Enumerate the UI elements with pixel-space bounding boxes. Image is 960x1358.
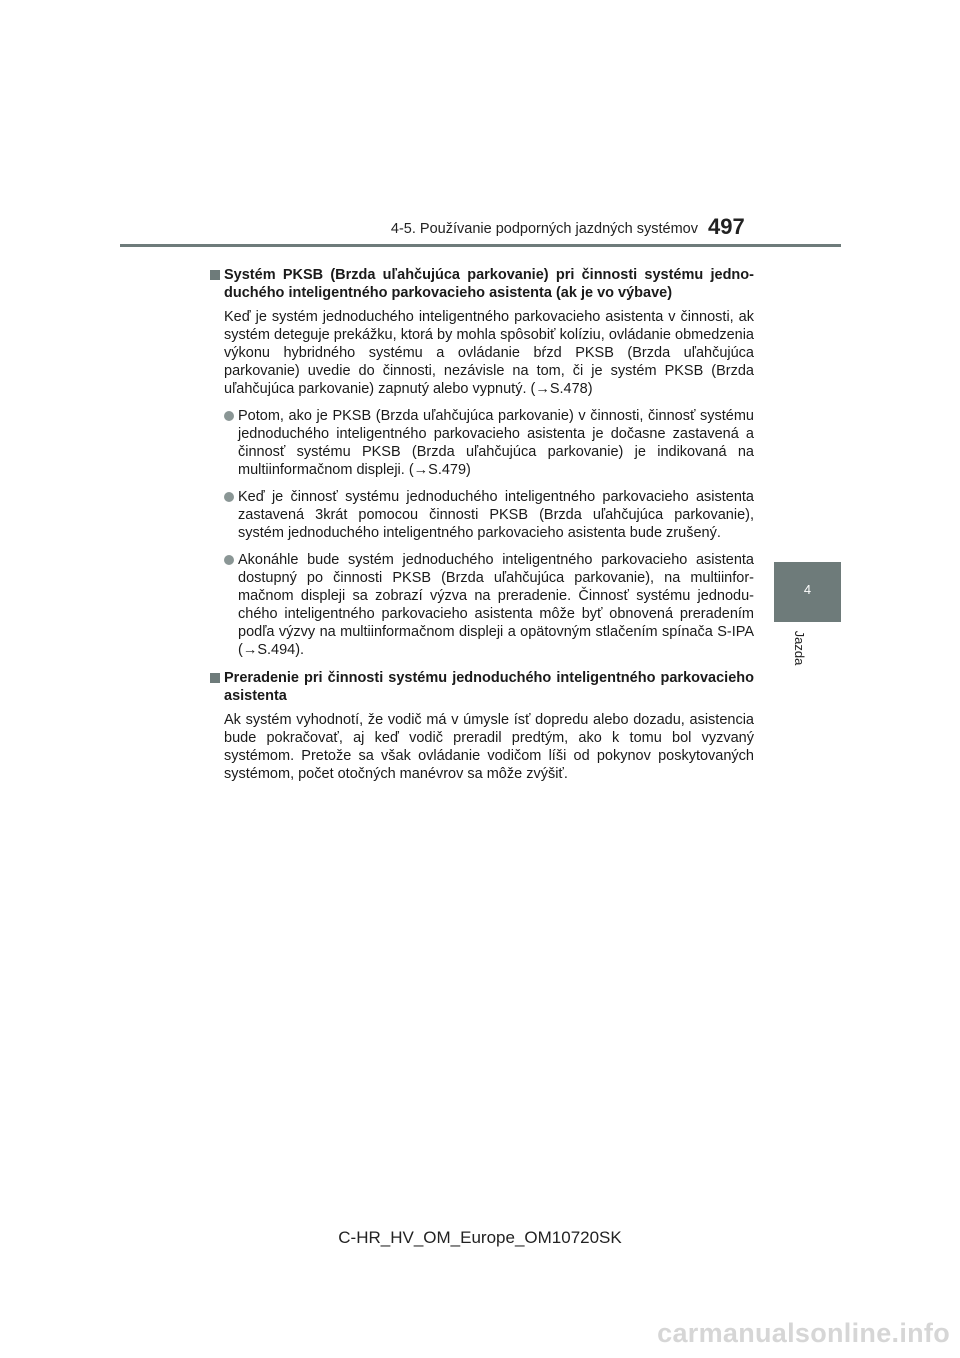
footer-doc-id: C-HR_HV_OM_Europe_OM10720SK [338,1228,622,1247]
chapter-tab [774,562,841,622]
bullet-text: Akonáhle bude systém jednoduchého inteligentného parkovacieho asistenta dostupný po činnosti PKSB (Brzda uľahčujúca parkovanie), na multiinformačnom displeji sa zobrazí výzva na preradenie. Činnosť systému jednoduchého inteligentného parkovacieho asistenta môže byť obnovená preradením podľa výzvy na multiinformačnom displeji a opätovným stlačením spínača S-IPA (→S.494). [238,552,754,658]
bullet-item [210,551,754,659]
bullet-text: Keď je činnosť systému jednoduchého inteligentného parkovacieho asistenta zastavená 3krát pomocou činnosti PKSB (Brzda uľahčujúca parkovanie), systém jednoduchého inteligentného parkovacieho asistenta bude zrušený. [238,489,754,541]
chapter-tab-label: Jazda [792,630,807,666]
section-paragraph: Keď je systém jednoduchého inteligentného parkovacieho asistenta v činnosti, ak systém deteguje prekážku, ktorá by mohla spôsobiť kolíziu, ovládanie obmedzenia výkonu hybridného systému a ovládanie bŕzd PKSB (Brzda uľahčujúca parkovanie) uvedie do činnosti, nezávisle na tom, či je systém PKSB (Brzda uľahčujúca parkovanie) zapnutý alebo vypnutý. (→S.478) [224,309,754,397]
section-heading-text: Systém PKSB (Brzda uľahčujúca parkovanie) pri činnosti systému jednoduchého inteligentného parkovacieho asistenta (ak je vo výbave) [224,267,754,301]
header-section-title: 4-5. Používanie podporných jazdných systémov [390,221,698,237]
bullet-item [210,488,754,542]
page-number: 497 [708,214,745,239]
watermark: carmanualsonline.info [657,1318,950,1348]
square-bullet-icon [210,673,220,683]
bullet-item [210,407,754,479]
section-pksb [210,266,754,659]
section-heading [210,669,754,705]
section-heading [210,266,754,302]
main-content [210,266,754,793]
round-bullet-icon [224,411,234,421]
section-shifting [210,669,754,783]
round-bullet-icon [224,555,234,565]
bullet-text: Potom, ako je PKSB (Brzda uľahčujúca parkovanie) v činnosti, činnosť systému jednoduchého inteligentného parkovacieho asistenta je dočasne zastavená a činnosť systému PKSB (Brzda uľahčujúca parkovanie) je indikovaná na multiinformačnom displeji. (→S.479) [238,408,754,478]
round-bullet-icon [224,492,234,502]
chapter-tab-number: 4 [803,582,812,597]
section-heading-text: Preradenie pri činnosti systému jednoduchého inteligentného parkovacieho asistenta [224,670,754,704]
section-paragraph: Ak systém vyhodnotí, že vodič má v úmysle ísť dopredu alebo dozadu, asistencia bude pokračovať, aj keď vodič preradil predtým, ako k tomu bol vyzvaný systémom. Pretože sa však ovládanie vodičom líši od pokynov poskytovaných systémom, počet otočných manévrov sa môže zvýšiť. [224,712,754,782]
header-rule [120,244,841,247]
square-bullet-icon [210,270,220,280]
